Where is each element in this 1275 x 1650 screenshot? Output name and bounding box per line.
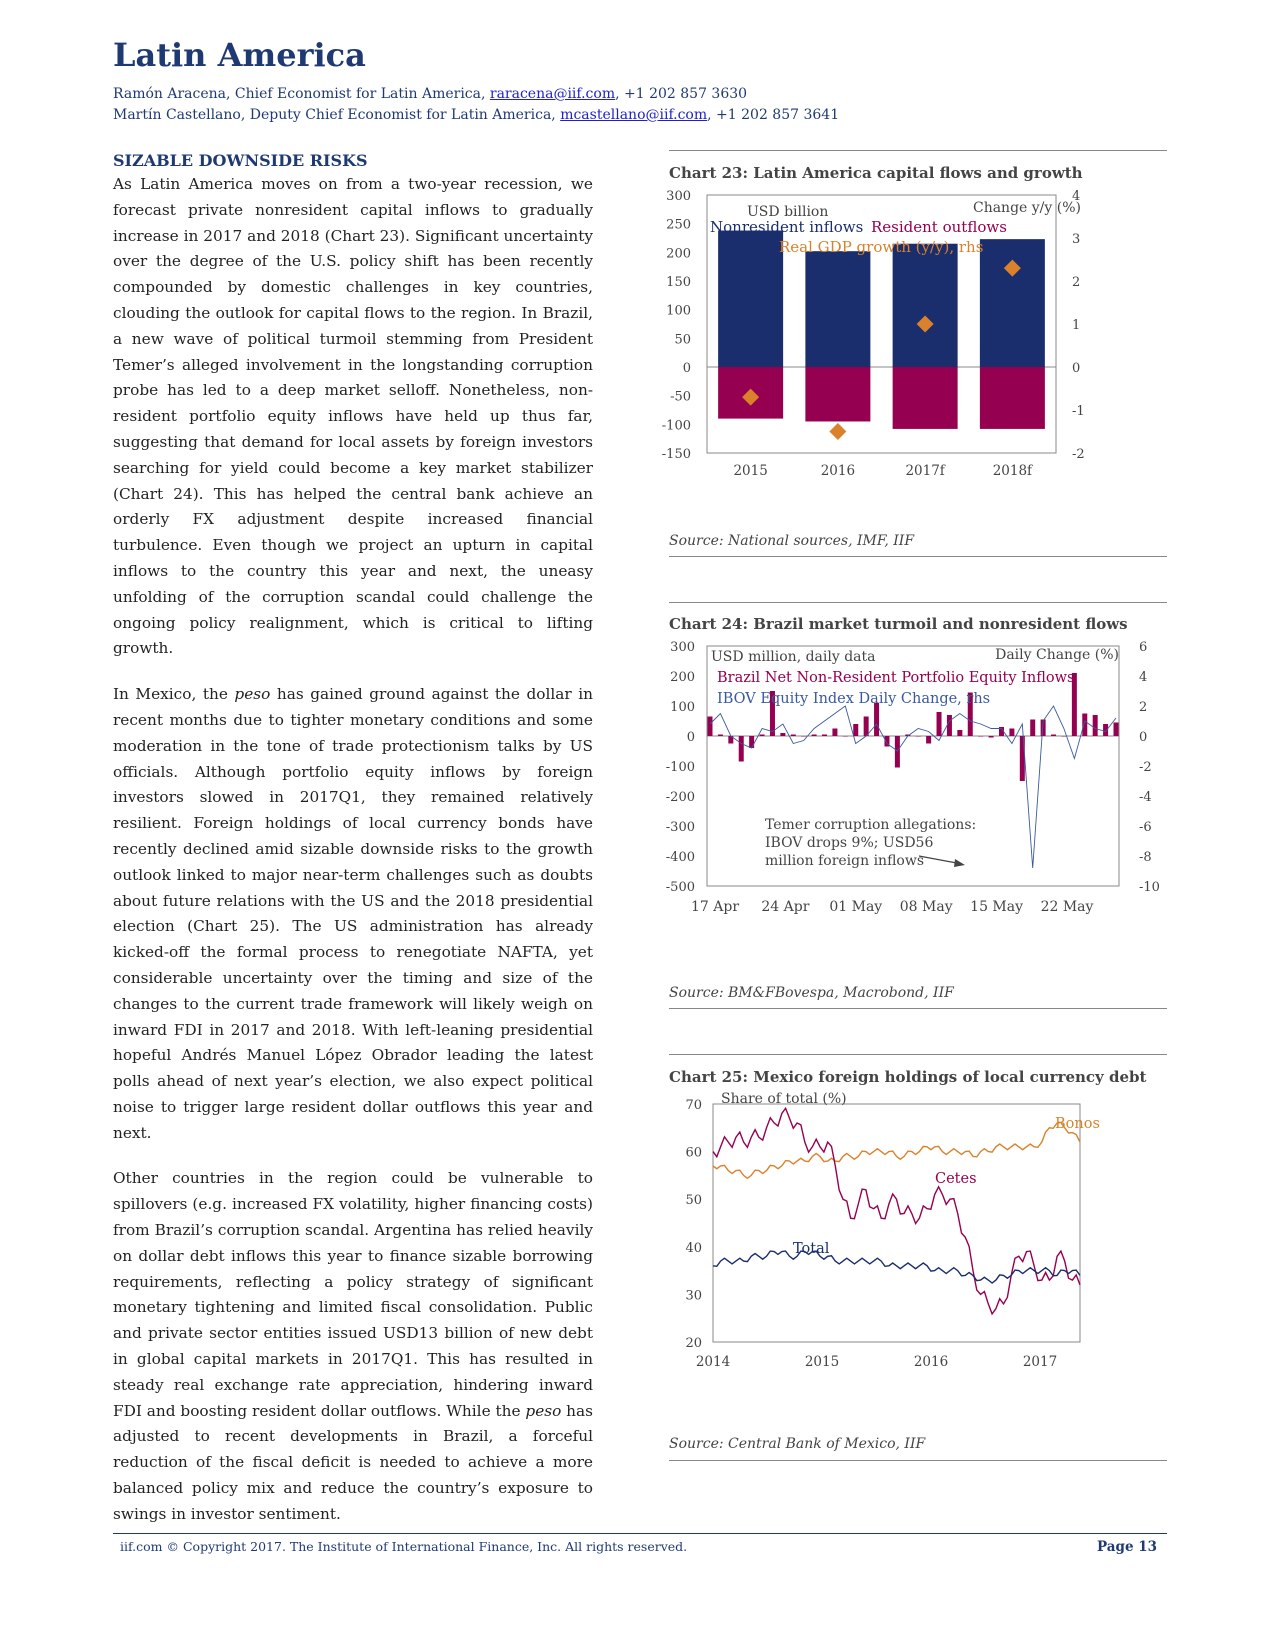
chart24-annotation-line: Temer corruption allegations: (765, 817, 977, 833)
chart-23-title: Chart 23: Latin America capital flows and growth (669, 164, 1083, 182)
chart23-legend-gdp: Real GDP growth (y/y), rhs (779, 238, 984, 256)
chart24-y2tick-label: -6 (1139, 820, 1152, 835)
author-2-phone: , +1 202 857 3641 (707, 107, 840, 123)
chart24-ytick-label: -200 (665, 790, 695, 805)
chart24-ytick-label: -100 (665, 760, 695, 775)
paragraph-1: As Latin America moves on from a two-year recession, we forecast private nonresident capital inflows to gradually increase in 2017 and 2018 (Chart 23). Significant uncertainty over the degree of the U.S. policy shift has been recently compounded by domestic challenges in key countries, clouding the outlook for capital flows to the region. In Brazil, a new wave of political turmoil stemming from President Temer’s alleged involvement in the longstanding corruption probe has led to a deep market selloff. Nonetheless, non-resident portfolio equity inflows have held up thus far, suggesting that demand for local assets by foreign investors searching for yield could become a key market stabilizer (Chart 24). This has helped the central bank achieve an orderly FX adjustment despite increased financial turbulence. Even though we project an upturn in capital inflows to the country this year and next, the uneasy unfolding of the corruption scandal could challenge the ongoing policy realignment, which is critical to lifting growth. (113, 175, 593, 658)
chart24-bar (749, 736, 754, 748)
chart24-bar (916, 736, 921, 737)
page-number: Page 13 (1097, 1539, 1158, 1555)
chart24-legend-flows: Brazil Net Non-Resident Portfolio Equity Inflows (717, 670, 1075, 686)
chart23-ytick-label: -50 (670, 389, 691, 405)
chart24-ytick-label: 100 (670, 700, 695, 715)
chart24-bar (926, 736, 931, 744)
chart24-ytick-label: 300 (670, 640, 695, 655)
chart23-bar-inflow (893, 244, 958, 367)
chart25-label-bonos: Bonos (1055, 1116, 1100, 1132)
chart24-ylabel: USD million, daily data (711, 649, 876, 665)
chart24-bar (739, 736, 744, 762)
chart24-bar (780, 733, 785, 736)
author-line-2 (113, 107, 839, 123)
chart-25-top-rule (669, 1054, 1167, 1055)
chart24-annotation-line: IBOV drops 9%; USD56 (765, 835, 934, 851)
chart24-y2tick-label: -4 (1139, 790, 1152, 805)
chart24-bar (1103, 724, 1108, 736)
chart25-ytick-label: 30 (685, 1288, 702, 1304)
chart24-bar (760, 735, 765, 737)
chart23-ytick-label: -150 (661, 447, 691, 462)
chart23-bar-outflow (980, 367, 1045, 429)
chart25-ytick-label: 60 (685, 1145, 702, 1161)
chart24-bar (1030, 720, 1035, 737)
chart25-ytick-label: 70 (685, 1098, 702, 1113)
chart23-ytick-label: 250 (666, 217, 691, 233)
chart24-bar (801, 736, 806, 737)
chart24-bar (1061, 736, 1066, 737)
chart25-xtick-label: 2015 (804, 1354, 840, 1370)
chart25-xtick-label: 2014 (695, 1354, 731, 1370)
chart23-bar-outflow (805, 367, 870, 421)
chart23-gdp-marker (829, 423, 846, 440)
paragraph-2 (113, 682, 593, 1146)
chart24-y2tick-label: 2 (1139, 700, 1148, 715)
chart24-y2tick-label: 4 (1139, 670, 1148, 685)
chart24-ytick-label: -400 (665, 850, 695, 865)
chart-24-top-rule (669, 602, 1167, 603)
chart23-bar-outflow (893, 367, 958, 429)
chart24-y2label: Daily Change (%) (995, 647, 1119, 663)
chart25-ytick-label: 20 (685, 1336, 702, 1351)
chart23-bar-inflow (805, 251, 870, 367)
chart24-xtick-label: 01 May (829, 899, 883, 915)
paragraph-3 (113, 1166, 593, 1527)
chart24-bar (1009, 729, 1014, 737)
page-title: Latin America (113, 36, 366, 74)
chart24-bar (1114, 723, 1119, 737)
chart25-ytick-label: 40 (685, 1240, 702, 1256)
chart24-bar (895, 736, 900, 768)
chart25-label-total: Total (793, 1241, 830, 1257)
chart24-y2tick-label: -10 (1139, 880, 1160, 895)
footer-copyright: iif.com © Copyright 2017. The Institute of International Finance, Inc. All rights reserved. (120, 1539, 688, 1554)
chart23-y2tick-label: 1 (1072, 318, 1081, 333)
paragraph-2-b: has gained ground against the dollar in recent months due to tighter monetary conditions and some moderation in the tone of trade protectionism talks by US officials. Although portfolio equity inflows by foreign investors slowed in 2017Q1, they remained relatively resilient. Foreign holdings of local currency bonds have recently declined amid sizable downside risks to the growth outlook linked to major near-term challenges such as doubts about future relations with the US and the 2018 presidential election (Chart 25). The US administration has already kicked-off the formal process to renegotiate NAFTA, yet considerable uncertainty over the timing and size of the changes to the current trade framework will likely weigh on inward FDI in 2017 and 2018. With left-leaning presidential hopeful Andrés Manuel López Obrador leading the latest polls ahead of next year’s election, we also expect political noise to trigger large resident dollar outflows this year and next. (113, 685, 593, 1142)
chart24-ytick-label: 0 (686, 730, 695, 745)
author-1-text: Ramón Aracena, Chief Economist for Latin America, (113, 86, 490, 102)
chart24-xtick-label: 08 May (899, 899, 953, 915)
chart-24-bottom-rule (669, 1008, 1167, 1009)
chart23-bar-inflow (718, 231, 783, 367)
chart23-xtick-label: 2015 (733, 463, 768, 479)
chart24-bar (718, 735, 723, 737)
author-2-email-link[interactable]: mcastellano@iif.com (560, 107, 708, 123)
chart24-bar (708, 717, 713, 737)
chart-25 (669, 1091, 1167, 1416)
chart-23 (661, 189, 1167, 510)
chart24-bar (1051, 735, 1056, 737)
chart-24-source: Source: BM&FBovespa, Macrobond, IIF (669, 985, 954, 1001)
chart24-y2tick-label: -8 (1139, 850, 1152, 865)
chart23-xtick-label: 2018f (992, 463, 1033, 479)
paragraph-3-peso: peso (525, 1401, 562, 1420)
chart23-y2tick-label: 0 (1072, 361, 1081, 376)
chart25-xtick-label: 2017 (1022, 1354, 1058, 1370)
chart25-line-bonos (713, 1123, 1080, 1179)
chart23-legend-outflows: Resident outflows (871, 218, 1007, 236)
chart24-bar (957, 730, 962, 736)
chart24-bar (1093, 715, 1098, 736)
chart24-ytick-label: -500 (665, 880, 695, 895)
chart24-bar (874, 703, 879, 736)
chart23-ytick-label: 300 (666, 189, 691, 204)
chart24-bar (843, 736, 848, 737)
chart24-legend-ibov: IBOV Equity Index Daily Change, rhs (717, 691, 991, 707)
chart23-y2tick-label: -2 (1072, 447, 1085, 462)
chart24-y2tick-label: 6 (1139, 640, 1148, 655)
chart24-xtick-label: 24 Apr (761, 899, 810, 915)
chart24-bar (864, 717, 869, 737)
chart23-ytick-label: 200 (666, 246, 691, 262)
chart24-xtick-label: 17 Apr (690, 899, 740, 915)
chart23-y2tick-label: 3 (1072, 232, 1081, 247)
chart23-ytick-label: 50 (674, 332, 691, 348)
author-line-1 (113, 86, 747, 102)
chart23-ytick-label: 0 (682, 361, 691, 376)
chart23-y2tick-label: 4 (1072, 189, 1081, 204)
chart24-annotation-arrowhead (954, 859, 965, 867)
chart24-bar (791, 735, 796, 737)
chart23-y2label: Change y/y (%) (972, 200, 1081, 216)
chart23-xtick-label: 2016 (820, 463, 856, 479)
chart-23-source: Source: National sources, IMF, IIF (669, 533, 915, 549)
chart24-bar (947, 715, 952, 736)
section-heading: SIZABLE DOWNSIDE RISKS (113, 151, 368, 170)
chart24-ytick-label: 200 (670, 670, 695, 685)
chart24-bar (1082, 714, 1087, 737)
chart24-y2tick-label: -2 (1139, 760, 1152, 775)
chart-23-top-rule (669, 150, 1167, 151)
chart24-xtick-label: 22 May (1040, 899, 1094, 915)
chart25-line-cetes (713, 1108, 1080, 1314)
chart-24-title: Chart 24: Brazil market turmoil and nonresident flows (669, 615, 1128, 633)
chart24-bar (812, 735, 817, 737)
chart25-plot-frame (713, 1104, 1080, 1342)
chart24-bar (937, 712, 942, 736)
author-1-email-link[interactable]: raracena@iif.com (489, 86, 616, 102)
paragraph-3-a: Other countries in the region could be vulnerable to spillovers (e.g. increased FX volatility, higher financing costs) from Brazil’s corruption scandal. Argentina has relied heavily on dollar debt inflows this year to finance sizable borrowing requirements, reflecting a policy strategy of significant monetary tightening and limited fiscal consolidation. Public and private sector entities issued USD13 billion of new debt in global capital markets in 2017Q1. This has resulted in steady real exchange rate appreciation, hindering inward FDI and boosting resident dollar outflows. While the (113, 1169, 593, 1420)
chart25-label-cetes: Cetes (935, 1171, 977, 1187)
paragraph-2-a: In Mexico, the (113, 685, 235, 704)
chart23-legend-inflows: Nonresident inflows (710, 218, 864, 236)
chart-24 (665, 640, 1167, 972)
chart24-bar (853, 724, 858, 736)
chart23-y2tick-label: 2 (1072, 275, 1081, 290)
footer-rule (113, 1533, 1167, 1534)
chart24-bar (822, 735, 827, 737)
chart-25-bottom-rule (669, 1460, 1167, 1461)
chart24-annotation-line: million foreign inflows (765, 853, 925, 869)
chart24-y2tick-label: 0 (1139, 730, 1148, 745)
chart23-xtick-label: 2017f (905, 463, 945, 479)
chart25-ylabel: Share of total (%) (721, 1091, 847, 1107)
chart24-bar (978, 736, 983, 737)
chart-25-title: Chart 25: Mexico foreign holdings of local currency debt (669, 1068, 1147, 1086)
paragraph-2-peso: peso (234, 685, 271, 704)
chart23-bar-inflow (980, 239, 1045, 367)
chart24-xtick-label: 15 May (970, 899, 1024, 915)
chart23-y2tick-label: -1 (1072, 404, 1085, 419)
chart24-ytick-label: -300 (665, 820, 695, 835)
chart23-ytick-label: -100 (661, 418, 691, 434)
chart-25-source: Source: Central Bank of Mexico, IIF (669, 1436, 926, 1452)
chart24-bar (832, 729, 837, 737)
chart25-ytick-label: 50 (685, 1193, 702, 1209)
author-1-phone: , +1 202 857 3630 (615, 86, 748, 102)
chart-23-bottom-rule (669, 556, 1167, 557)
chart23-ytick-label: 150 (666, 275, 691, 290)
chart23-ytick-label: 100 (666, 303, 691, 319)
chart24-bar (989, 736, 994, 738)
chart23-ylabel: USD billion (747, 204, 829, 220)
author-2-text: Martín Castellano, Deputy Chief Economist for Latin America, (113, 107, 561, 123)
paragraph-3-b: has adjusted to recent developments in Brazil, a forceful reduction of the fiscal deficit is needed to achieve a more balanced policy mix and reduce the country’s exposure to swings in investor sentiment. (113, 1401, 593, 1523)
chart25-xtick-label: 2016 (913, 1354, 949, 1370)
article-body (113, 150, 593, 1548)
